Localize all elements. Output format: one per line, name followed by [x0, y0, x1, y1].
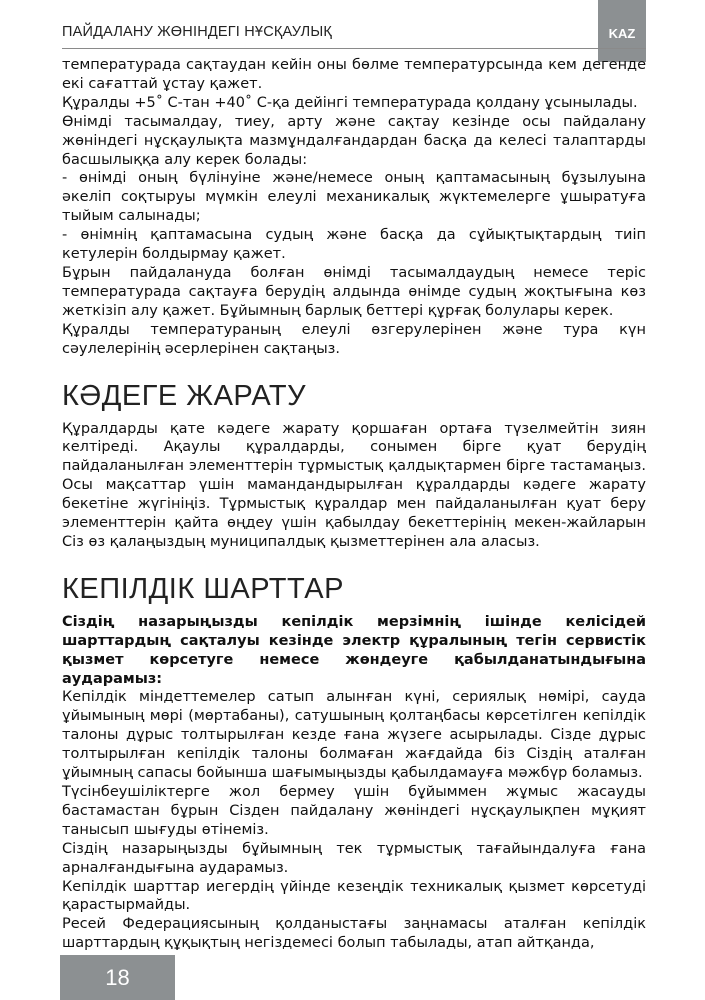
intro-paragraph: Бұрын пайдалануда болған өнімді тасымалдаудың немесе теріс температурада сақтауға берудің алдында өнімде судың жоқтығына көз жеткізіп алу қажет. Бұйымның барлық беттері құрғақ болулары керек. [62, 264, 646, 319]
warranty-paragraph: Кепілдік міндеттемелер сатып алынған күні, сериялық нөмірі, сауда ұйымының мөрі (мөртабаны), сатушының қолтаңбасы көрсетілген кепілдік талоны дұрыс толтырылған кезде ғана жүзеге асырылады. Сізде дұрыс толтырылған кепілдік талоны болмаған жағдайда біз Сіздің аталған ұйымның сапасы бойынша шағымыңызды қабылдамауға мәжбүр боламыз. [62, 689, 646, 782]
disposal-heading: КӘДЕГЕ ЖАРАТУ [62, 379, 307, 412]
intro-paragraph: Құралды +5˚ С-тан +40˚ С-қа дейінгі температурада қолдану ұсынылады. [62, 94, 638, 111]
intro-paragraph: температурада сақтаудан кейін оны бөлме температурсында кем дегенде екі сағаттай ұстау қажет. [62, 57, 646, 92]
header-divider [62, 48, 646, 49]
intro-paragraph: - өнімді оның бүлінуіне және/немесе оның қаптамасының бұзылуына әкеліп соқтыруы мүмкін елеулі механикалық жүктемелерге ұшыратуға тыйым салынады; [62, 170, 646, 225]
main-content [62, 56, 646, 953]
language-tab [598, 0, 646, 62]
language-label: KAZ [608, 25, 636, 41]
warranty-paragraph: Кепілдік шарттар иегердің үйінде кезеңдік техникалық қызмет көрсетуді қарастырмайды. [62, 878, 646, 914]
warranty-paragraph: Түсінбеушіліктерге жол бермеу үшін бұйыммен жұмыс жасауды бастамастан бұрын Сізден пайдалану жөніндегі нұсқаулықпен мұқият танысып шығуды өтінеміз. [62, 784, 646, 838]
warranty-paragraph: Сіздің назарыңызды бұйымның тек тұрмыстық тағайындалуға ғана арналғандығына аударамыз. [62, 840, 646, 876]
disposal-text: Құралдарды қате кәдеге жарату қоршаған ортаға түзелмейтін зиян келтіреді. Ақаулы құралдарды, сонымен бірге қуат берудің пайдаланылған элементтерін тұрмыстық қалдықтармен бірге тастамаңыз. Осы мақсаттар үшін мамандандырылған құралдарды кәдеге жарату бекетіне жүгініңіз. Тұрмыстық құралдар мен пайдаланылған қуат беру элементтерін қайта өңдеу үшін қабылдау бекеттерінің мекен-жайларын Сіз өз қалаңыздың муниципалдық қызметтерінен ала аласыз. [62, 420, 646, 550]
warranty-heading: КЕПІЛДІК ШАРТТАР [62, 572, 344, 605]
warranty-paragraph: Ресей Федерациясының қолданыстағы заңнамасы аталған кепілдік шарттардың құқықтың негіздемесі болып табылады, атап айтқанда, [62, 916, 646, 952]
intro-paragraph: Құралды температураның елеулі өзгерулерінен және тура күн сәулелерінің әсерлерінен сақтаңыз. [62, 321, 646, 357]
warranty-bold-intro: Сіздің назарыңызды кепілдік мерзімнің ішінде келісідей шарттардың сақталуы кезінде электр құралының тегін сервистік қызмет көрсетуге немесе жөндеуге қабылданатындығына аударамыз: [62, 613, 646, 687]
page-header-title: ПАЙДАЛАНУ ЖӨНІНДЕГІ НҰСҚАУЛЫҚ [62, 24, 333, 40]
page-number-box [60, 955, 175, 1000]
intro-paragraph: - өнімнің қаптамасына судың және басқа да сұйықтықтардың тиіп кетулерін болдырмау қажет. [62, 227, 646, 263]
intro-paragraph: Өнімді тасымалдау, тиеу, арту және сақтау кезінде осы пайдалану жөніндегі нұсқаулықта мазмұндалғандардан басқа да келесі талаптарды басшылыққа алу керек болады: [62, 113, 646, 168]
page-number: 18 [105, 964, 130, 990]
